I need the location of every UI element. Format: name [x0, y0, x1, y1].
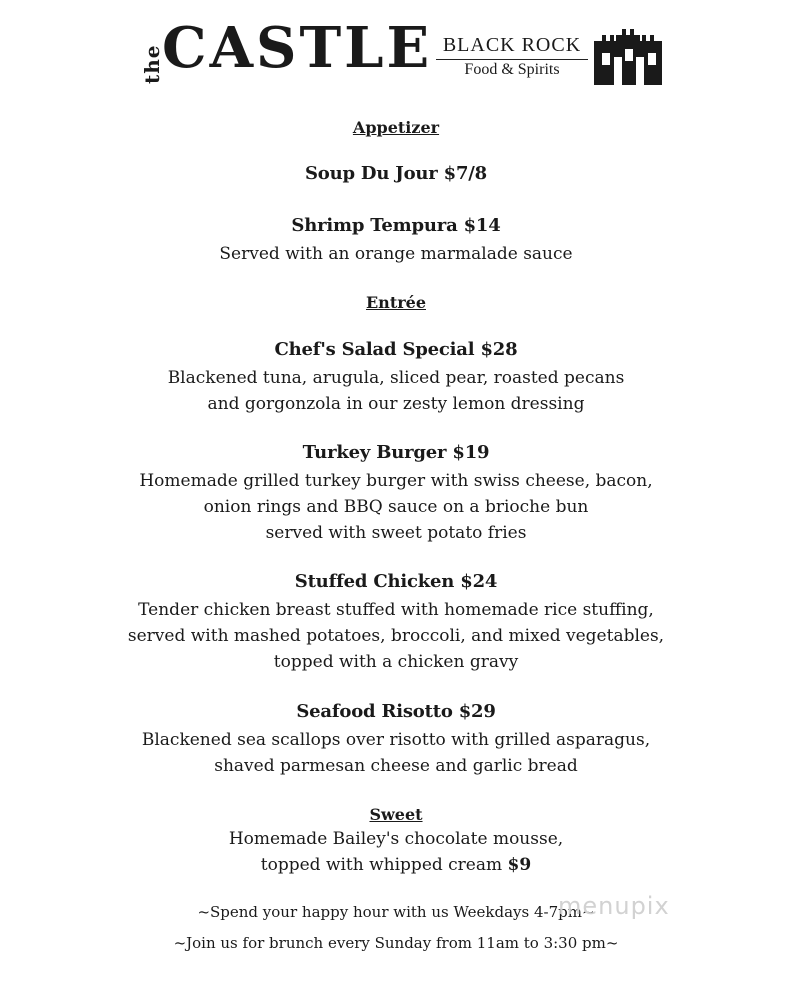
logo-subtitle [436, 34, 588, 79]
item-risotto-desc: Blackened sea scallops over risotto with grilled asparagus, shaved parmesan cheese and garlic bread [141, 730, 651, 776]
note-happy-hour: ~Spend your happy hour with us Weekdays 4-7pm~ [197, 903, 595, 921]
castle-icon [592, 27, 666, 85]
item-mousse-price: $9 [507, 855, 532, 875]
item-soup-title: Soup Du Jour $7/8 [304, 163, 487, 184]
item-burger-desc: Homemade grilled turkey burger with swiss cheese, bacon, onion rings and BBQ sauce on a brioche bun served with sweet potato fries [139, 471, 653, 543]
item-chicken-desc: Tender chicken breast stuffed with homemade rice stuffing, served with mashed potatoes, broccoli, and mixed vegetables, topped with a chicken gravy [127, 600, 665, 672]
note-brunch: ~Join us for brunch every Sunday from 11am to 3:30 pm~ [173, 934, 619, 952]
watermark: menupix [558, 892, 670, 920]
item-mousse-desc: Homemade Bailey's chocolate mousse, topped with whipped cream $9 [228, 829, 564, 875]
item-salad-title: Chef's Salad Special $28 [274, 339, 518, 360]
item-salad-desc: Blackened tuna, arugula, sliced pear, roasted pecans and gorgonzola in our zesty lemon dressing [167, 368, 625, 414]
logo-castle: CASTLE [162, 15, 433, 81]
section-appetizer: Appetizer [352, 118, 440, 137]
logo-black-rock: BLACK ROCK [436, 34, 588, 60]
item-shrimp-title: Shrimp Tempura $14 [291, 215, 501, 236]
item-burger-title: Turkey Burger $19 [302, 442, 490, 463]
item-chicken-title: Stuffed Chicken $24 [294, 571, 498, 592]
section-entree: Entrée [365, 293, 426, 312]
item-shrimp-desc: Served with an orange marmalade sauce [219, 244, 573, 264]
logo-food-spirits: Food & Spirits [464, 61, 560, 78]
item-risotto-title: Seafood Risotto $29 [296, 701, 496, 722]
logo-the: the [140, 44, 164, 84]
section-sweet: Sweet [369, 805, 423, 824]
